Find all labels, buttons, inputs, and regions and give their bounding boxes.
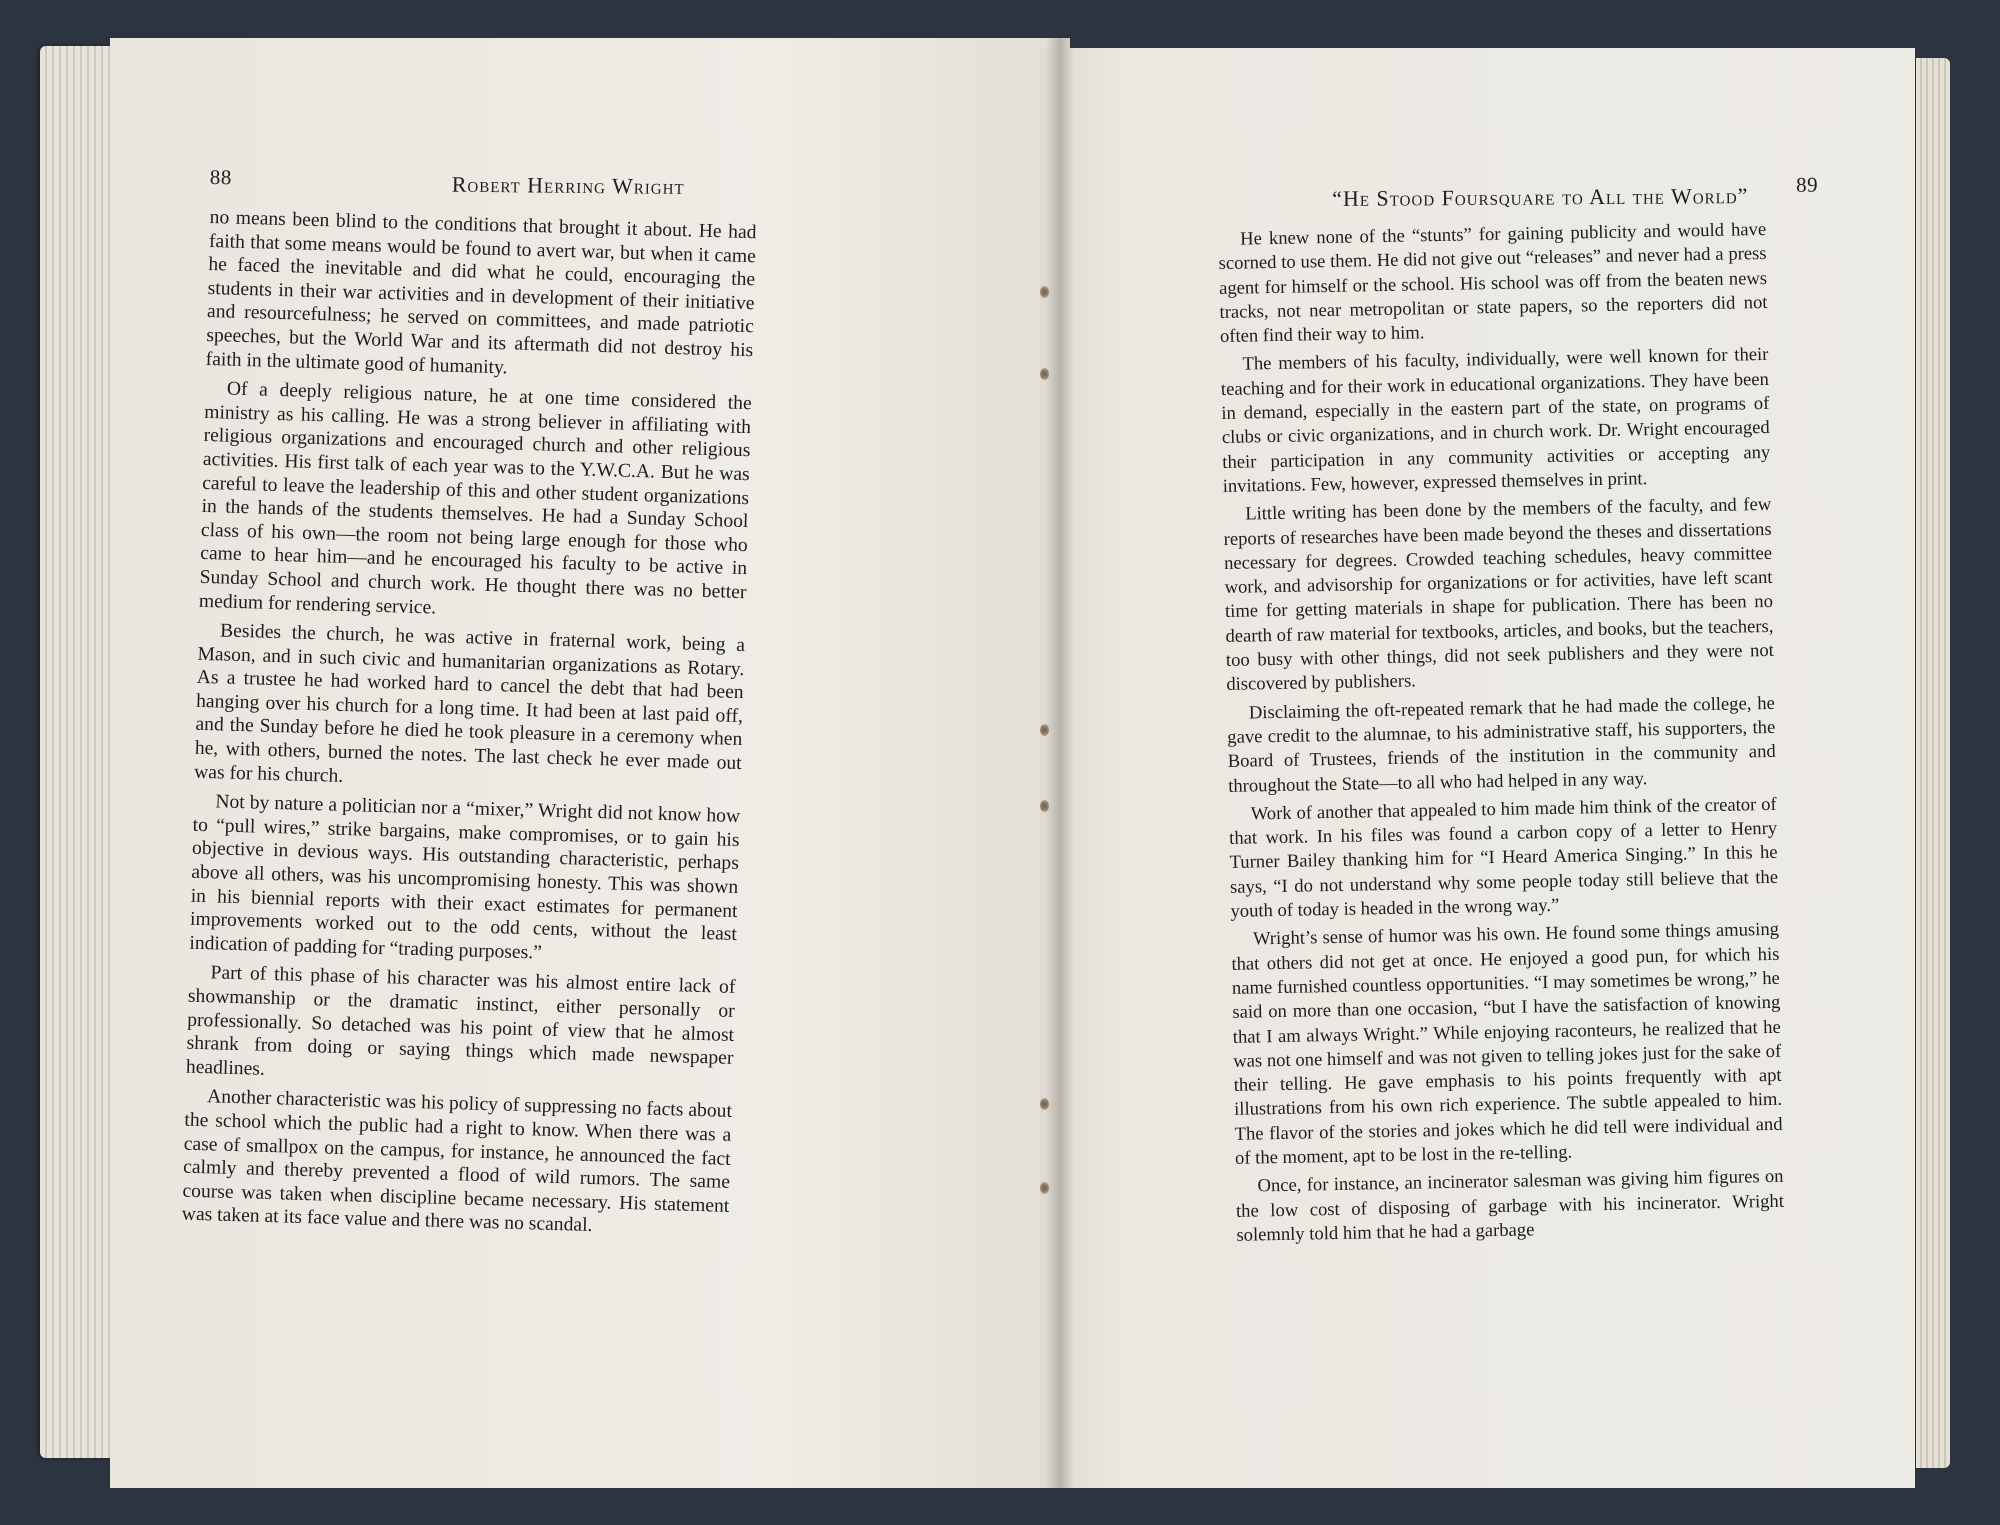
binding-hole	[1040, 368, 1049, 380]
left-page	[110, 38, 1070, 1488]
paragraph: Disclaiming the oft-repeated remark that he had made the college, he gave credit to the alumnae, to his administrative staff, his supporters, the Board of Trustees, friends of the institution in the community and throughout the State—to all who had helped in any way.	[1227, 692, 1776, 797]
paragraph: He knew none of the “stunts” for gaining publicity and would have scorned to use them. He did not give out “releases” and never had a press agent for himself or the school. His school was off from the beaten news tracks, not near metropolitan or state papers, so the reporters did not often find their way to him.	[1218, 218, 1768, 348]
running-head: “He Stood Foursquare to All the World”	[1332, 183, 1749, 211]
page-number: 89	[1796, 172, 1819, 197]
running-head: Robert Herring Wright	[451, 171, 685, 200]
paragraph: Part of this phase of his character was his almost entire lack of showmanship or the dramatic instinct, either personally or professionally. So detached was his point of view that he almost shrank from doing or saying things which made newspaper headlines.	[185, 962, 736, 1080]
paragraph: Not by nature a politician nor a “mixer,” Wright did not know how to “pull wires,” strike bargains, make compromises, or to gain his objective in devious ways. His outstanding characteristic, perhaps above all others, was his uncompromising honesty. This was shown in his biennial reports with their exact estimates for permanent improvements worked out to the odd cents, without the least indication of padding for “trading purposes.”	[189, 791, 741, 964]
paragraph: Once, for instance, an incinerator salesman was giving him figures on the low cost of disposing of garbage with his incinerator. Wright solemnly told him that he had a garbage	[1235, 1166, 1785, 1246]
binding-hole	[1040, 286, 1049, 298]
right-page-header	[1040, 168, 1915, 211]
left-page-body	[181, 206, 756, 1248]
binding-hole	[1040, 800, 1049, 812]
binding-hole	[1040, 1182, 1049, 1194]
paragraph: Wright’s sense of humor was his own. He found some things amusing that others did not get at once. He enjoyed a good pun, for which his name furnished countless opportunities. “I may sometimes be wrong,” he said on more than one occasion, “but I have the satisfaction of knowing that I am always Wright.” While enjoying raconteurs, he realized that he was not one himself and was not given to telling jokes just for the sake of their telling. He gave emphasis to his points frequently with apt illustrations from his own rich experience. The subtle appealed to him. The flavor of the stories and jokes which he did tell were individual and of the moment, apt to be lost in the re-telling.	[1231, 919, 1783, 1169]
right-page	[1040, 48, 1915, 1488]
page-edges-left	[40, 46, 118, 1458]
binding-hole	[1040, 724, 1049, 736]
paragraph: Work of another that appealed to him made him think of the creator of that work. In his files was found a carbon copy of a letter to Henry Turner Bailey thanking him for “I Heard America Singing.” In this he says, “I do not understand why some people today still believe that the youth of today is headed in the wrong way.”	[1228, 793, 1779, 922]
left-page-header	[110, 164, 1070, 204]
paragraph: The members of his faculty, individually, were well known for their teaching and for their work in educational organizations. They have been in demand, especially in the eastern part of the state, on programs of clubs or civic organizations, and in church work. Dr. Wright encouraged their participation in any community activities or accepting any invitations. Few, however, expressed themselves in print.	[1220, 344, 1771, 497]
paragraph: no means been blind to the conditions that brought it about. He had faith that some means would be found to avert war, but when it came he faced the inevitable and did what he could, encouraging the students in their war activities and in development of their initiative and resourcefulness; he served on committees, and made patriotic speeches, but the World War and its aftermath did not destroy his faith in the ultimate good of humanity.	[205, 206, 757, 378]
paragraph: Besides the church, he was active in fraternal work, being a Mason, and in such civic and humanitarian organizations as Rotary. As a trustee he had worked hard to cancel the debt that had been hanging over his church for a long time. It had been at last paid off, and the Sunday before he died he took pleasure in a ceremony when he, with others, burned the notes. The last check he ever made out was for his church.	[193, 620, 746, 787]
open-book-spread	[40, 38, 1950, 1488]
paragraph: Little writing has been done by the members of the faculty, and few reports of researches have been made beyond the theses and dissertations necessary for degrees. Crowded teaching schedules, heavy committee work, and advisorship for organizations or for activities, have left scant time for getting materials in shape for publication. There has been no dearth of raw material for textbooks, articles, and books, but the teachers, too busy with other things, did not seek publishers and they were not discovered by publishers.	[1223, 494, 1775, 696]
right-page-body	[1218, 218, 1785, 1252]
page-edges-right	[1916, 58, 1950, 1468]
page-number: 88	[209, 165, 232, 190]
binding-hole	[1040, 1098, 1049, 1110]
paragraph: Another characteristic was his policy of suppressing no facts about the school which the public had a right to know. When there was a case of smallpox on the campus, for instance, he announced the fact calmly and thereby prevented a flood of wild rumors. The same course was taken when discipline became necessary. His statement was taken at its face value and there was no scandal.	[181, 1086, 733, 1237]
paragraph: Of a deeply religious nature, he at one time considered the ministry as his calling. He was a strong believer in affiliating with religious organizations and encouraged church and other religious activities. His first talk of each year was to the Y.W.C.A. But he was careful to leave the leadership of this and other student organizations in the hands of the students themselves. He had a Sunday School class of his own—the room not being large enough for those who came to hear him—and he encouraged his faculty to be active in Sunday School and church work. He thought there was no better medium for rendering service.	[198, 378, 752, 618]
book-gutter	[1045, 38, 1075, 1488]
